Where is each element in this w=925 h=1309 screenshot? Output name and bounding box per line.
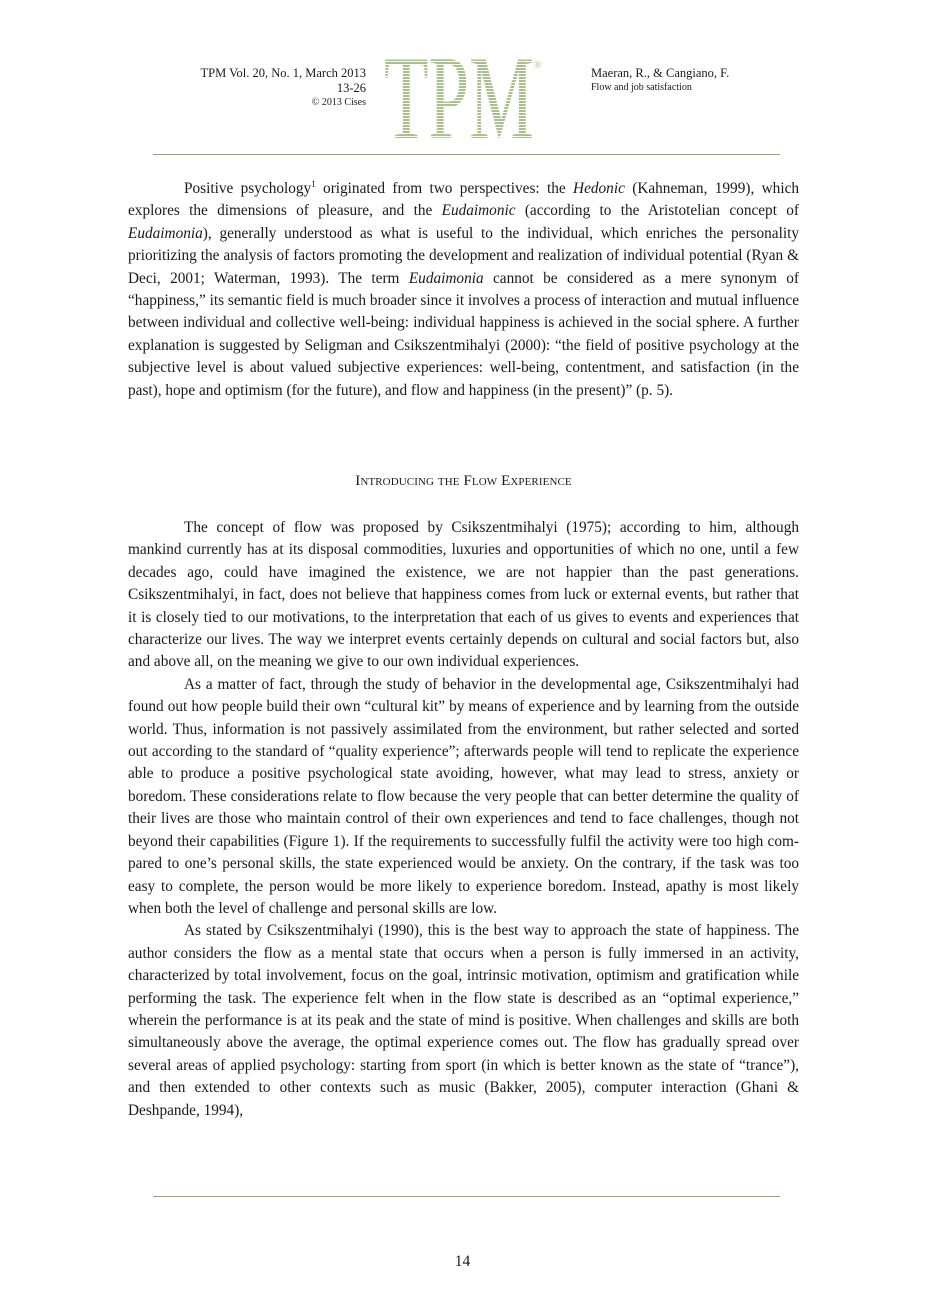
section-heading: Introducing the Flow Experience (355, 473, 572, 489)
intro-section (128, 178, 799, 402)
journal-pages: 13-26 (336, 81, 366, 95)
article-info (591, 66, 811, 94)
copyright: © 2013 Cises (311, 97, 366, 108)
page-number: 14 (454, 1253, 471, 1270)
tpm-logo (384, 50, 544, 142)
body-paragraph: The concept of flow was proposed by Csikszentmihalyi (1975); according to him, although mankind currently has at its disposal commodities, luxuries and opportunities of which no one, until a few decades ago, could have imagined the existence, we are not happier than the past generations. Csikszentmihalyi, in fact, does not believe that happiness comes from luck or external events, but rather that it is closely tied to our motivations, to the interpretation that each of us gives to events and experiences that characterize our lives. The way we interpret events certainly depends on cultural and social factors but, also and above all, on the meaning we give to our own individual experiences. (128, 519, 799, 671)
tpm-logo-letters: TPM (384, 50, 534, 142)
body-paragraph: As stated by Csikszentmihalyi (1990), this is the best way to approach the state of happiness. The author considers the flow as a mental state that occurs when a person is fully immersed in an activity, characterized by total involvement, focus on the goal, intrinsic motivation, optimism and gratification while performing the task. The experience felt when in the flow state is described as an “optimal experience,” wherein the performance is at its peak and the state of mind is positive. When challenges and skills are both simultaneously above the average, the optimal experience comes out. The flow has gradually spread over several areas of applied psychology: starting from sport (in which is better known as the state of “trance”), and then extended to other contexts such as music (Bakker, 2005), computer interaction (Ghani & Deshpande, 1994), (128, 922, 799, 1119)
running-title: Flow and job satisfaction (591, 82, 692, 93)
flow-section (128, 517, 799, 1122)
body-paragraph: As a matter of fact, through the study of behavior in the developmental age, Csikszentmihalyi had found out how people build their own “cultural kit” by means of experience and by learning from the outside world. Thus, information is not passively assimilated from the environment, but rather selected and sorted out according to the standard of “quality experience”; afterwards people will tend to replicate the experience able to produce a positive psychological state avoiding, however, what may lead to stress, anxiety or boredom. These considerations relate to flow because the very people that can better determine the quality of their lives are those who maintain control of their own experiences and tend to face challenges, though not beyond their capabilities (Figure 1). If the requirements to successfully fulfil the activity were too high compared to one’s personal skills, the state experienced would be anxiety. On the contrary, if the task was too easy to complete, the person would be more likely to experience boredom. Instead, apathy is most likely when both the level of challenge and personal skills are low. (128, 675, 799, 917)
registered-mark: ® (534, 60, 542, 71)
intro-paragraph: Positive psychology$^1$ originated from two perspectives: the Hedonic (Kahneman, 1999), which explores the dimensions of pleasure, and the Eudaimonic (according to the Aristotelian concept of Eudaimonia), generally understood as what is useful to the individual, which enriches the personality prioritizing the analysis of factors promoting the development and realization of individual potential (Ryan & Deci, 2001; Waterman, 1993). The term Eudaimonia cannot be considered as a mere synonym of “happiness,” its semantic field is much broader since it involves a process of interaction and mutual influence between individual and collective well-being: individual happiness is achieved in the social sphere. A further explanation is suggested by Seligman and Csikszentmihalyi (2000): “the field of positive psychology at the subjective level is about valued subjective experiences: well-being, contentment, and satisfaction (in the past), hope and optimism (for the future), and flow and happiness (in the present)” (p. 5). (128, 178, 800, 399)
footnote-marker[interactable]: 1 (311, 178, 316, 189)
journal-volume: TPM Vol. 20, No. 1, March 2013 (200, 66, 366, 80)
authors: Maeran, R., & Cangiano, F. (591, 66, 730, 80)
footer-rule (153, 1196, 780, 1197)
journal-info (150, 66, 366, 109)
header-rule (153, 154, 780, 155)
